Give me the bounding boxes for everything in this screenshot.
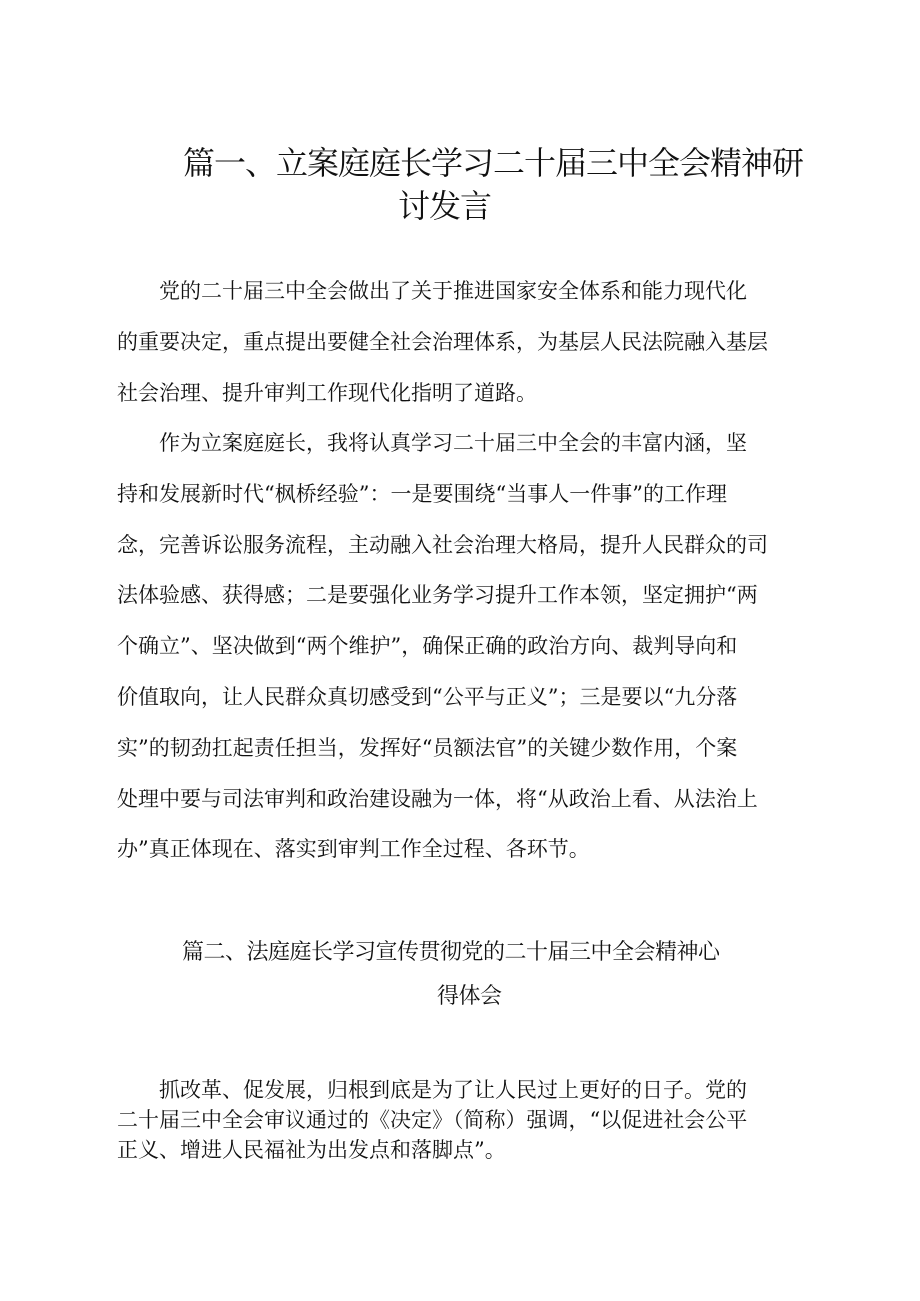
section2-title-line2: 得体会 bbox=[437, 984, 502, 1009]
paragraph-line: 二十届三中全会审议通过的《决定》（简称）强调，“以促进社会公平 bbox=[117, 1108, 748, 1132]
paragraph-line: 个确立”、坚决做到“两个维护”，确保正确的政治方向、裁判导向和 bbox=[117, 634, 738, 659]
paragraph-line: 价值取向，让人民群众真切感受到“公平与正义”；三是要以“九分落 bbox=[117, 684, 738, 709]
paragraph-line: 的重要决定，重点提出要健全社会治理体系，为基层人民法院融入基层 bbox=[117, 329, 768, 354]
section2-paragraph-1 bbox=[117, 1075, 807, 1165]
paragraph-line: 实”的韧劲扛起责任担当，发挥好“员额法官”的关键少数作用，个案 bbox=[117, 735, 738, 760]
section1-paragraph-1 bbox=[117, 266, 807, 418]
paragraph-line: 办”真正体现在、落实到审判工作全过程、各环节。 bbox=[117, 837, 590, 862]
paragraph-line: 社会治理、提升审判工作现代化指明了道路。 bbox=[117, 380, 537, 405]
paragraph-line: 念，完善诉讼服务流程，主动融入社会治理大格局，提升人民群众的司 bbox=[117, 532, 768, 557]
paragraph-line: 抓改革、促发展，归根到底是为了让人民过上更好的日子。党的 bbox=[117, 1078, 747, 1102]
paragraph-line: 处理中要与司法审判和政治建设融为一体，将“从政治上看、从法治上 bbox=[117, 786, 758, 811]
section1-paragraph-2 bbox=[117, 418, 807, 875]
section2-title-line1: 篇二、法庭庭长学习宣传贯彻党的二十届三中全会精神心 bbox=[182, 940, 720, 965]
section1-title-line1: 篇一、立案庭庭长学习二十届三中全会精神研 bbox=[183, 144, 804, 182]
paragraph-line: 党的二十届三中全会做出了关于推进国家安全体系和能力现代化 bbox=[117, 279, 747, 303]
section1-title-line2: 讨发言 bbox=[398, 187, 492, 225]
paragraph-line: 法体验感、获得感；二是要强化业务学习提升工作本领，坚定拥护“两 bbox=[117, 583, 758, 608]
paragraph-line: 持和发展新时代“枫桥经验”：一是要围绕“当事人一件事”的工作理 bbox=[117, 481, 727, 506]
paragraph-line: 作为立案庭庭长，我将认真学习二十届三中全会的丰富内涵，坚 bbox=[117, 431, 747, 455]
paragraph-line: 正义、增进人民福祉为出发点和落脚点”。 bbox=[117, 1138, 506, 1162]
